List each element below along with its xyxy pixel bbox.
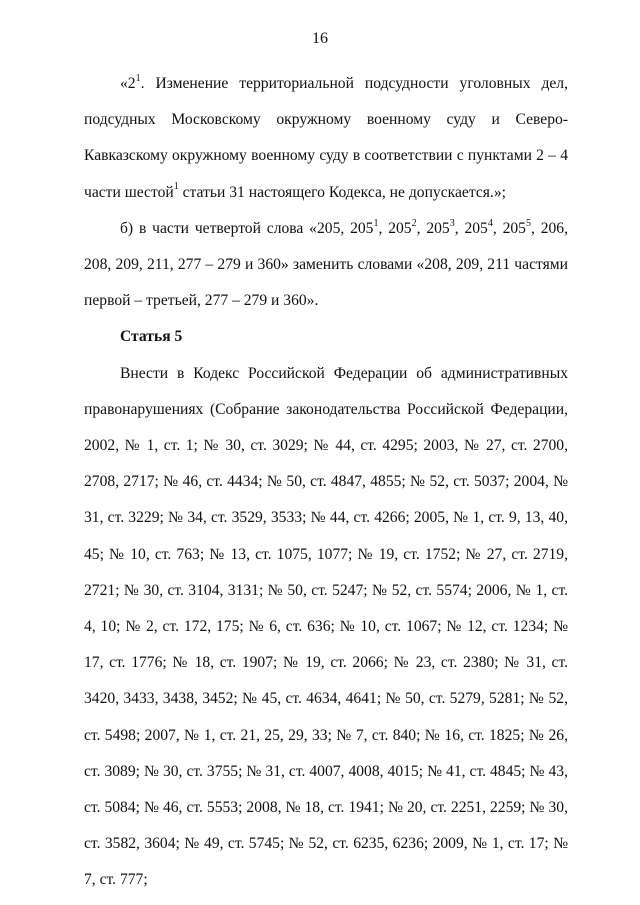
article-heading: Статья 5 — [120, 328, 183, 346]
item-b-separator-4: , 205 — [492, 219, 526, 237]
page-number: 16 — [312, 30, 328, 47]
article-body: Внести в Кодекс Российской Федерации об административных правонарушениях (Собрание законодательства Российской Федерации, 2002, № 1, ст. 1; № 30, ст. 3029; № 44, ст. 4295; 2003, № 27, ст. 2700, 2708, 2717; № 46, ст. 4434; № 50, ст. 4847, 4855; № 52, ст. 5037; 2004, № 31, ст. 3229; № 34, ст. 3529, 3533; № 44, ст. 4266; 2005, № 1, ст. 9, 13, 40, 45; № 10, ст. 763; № 13, ст. 1075, 1077; № 19, ст. 1752; № 27, ст. 2719, 2721; № 30, ст. 3104, 3131; № 50, ст. 5247; № 52, ст. 5574; 2006, № 1, ст. 4, 10; № 2, ст. 172, 175; № 6, ст. 636; № 10, ст. 1067; № 12, ст. 1234; № 17, ст. 1776; № 18, ст. 1907; № 19, ст. 2066; № 23, ст. 2380; № 31, ст. 3420, 3433, 3438, 3452; № 45, ст. 4634, 4641; № 50, ст. 5279, 5281; № 52, ст. 5498; 2007, № 1, ст. 21, 25, 29, 33; № 7, ст. 840; № 16, ст. 1825; № 26, ст. 3089; № 30, ст. 3755; № 31, ст. 4007, 4008, 4015; № 41, ст. 4845; № 43, ст. 5084; № 46, ст. 5553; 2008, № 18, ст. 1941; № 20, ст. 2251, 2259; № 30, ст. 3582, 3604; № 49, ст. 5745; № 52, ст. 6235, 6236; 2009, № 1, ст. 17; № 7, ст. 777; — [84, 364, 568, 889]
amendment-paragraph — [84, 66, 568, 211]
amendment-part-superscript: 1 — [173, 181, 179, 193]
amendment-open-quote: « — [120, 75, 128, 92]
amendment-text-part-1: . Изменение территориальной подсудности уголовных дел, подсудных Московскому окружному военному суду и Северо-Кавказскому окружному военному суду в соответствии с пунктами 2 – 4 части шестой — [84, 75, 568, 201]
item-b-superscript-1: 1 — [373, 217, 379, 229]
amendment-number-superscript: 1 — [135, 72, 141, 84]
item-b-text-end: , 206, 208, 209, 211, 277 – 279 и 360» заменить словами «208, 209, 211 частями первой – третьей, 277 – 279 и 360». — [84, 219, 569, 310]
document-body — [84, 66, 568, 899]
amendment-text-part-2: статьи 31 настоящего Кодекса, не допускается.»; — [178, 183, 506, 201]
amendment-number: 2 — [127, 75, 136, 92]
item-b-superscript-3: 3 — [449, 217, 455, 229]
item-b-separator-1: , 205 — [378, 219, 412, 237]
item-b-separator-3: , 205 — [454, 219, 488, 237]
item-b-paragraph — [84, 211, 568, 320]
item-b-superscript-2: 2 — [411, 217, 417, 229]
item-b-separator-2: , 205 — [416, 219, 450, 237]
item-b-superscript-4: 4 — [487, 217, 493, 229]
item-b-text-start: б) в части четвертой слова «205, 205 — [120, 219, 374, 237]
item-b-superscript-5: 5 — [525, 217, 531, 229]
